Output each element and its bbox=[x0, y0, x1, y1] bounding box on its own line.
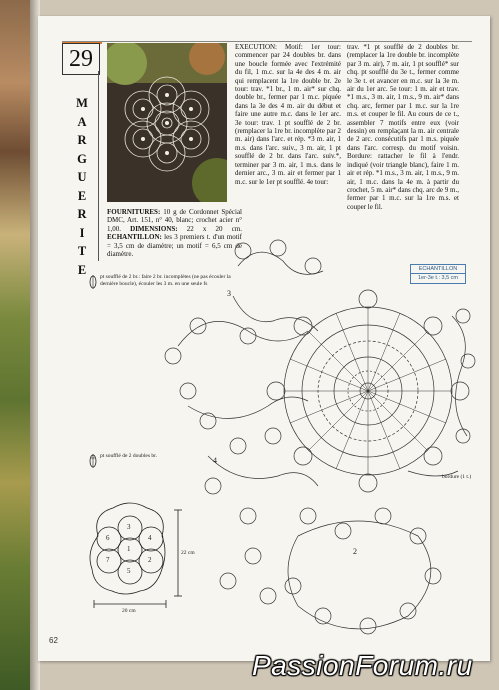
legend-puff-dbr: pt soufflé de 2 doubles br. bbox=[88, 453, 208, 469]
assembly-motif: 3 bbox=[127, 523, 131, 531]
legend-puff-br: pt soufflé de 2 br.: faire 2 br. incomplètes (ne pas écouler la dernière boucle), écouler les 3 m. en une seule fs bbox=[88, 274, 238, 290]
assembly-motif: 7 bbox=[106, 556, 110, 564]
assembly-motif: 6 bbox=[106, 534, 110, 542]
assembly-motif: 2 bbox=[148, 556, 152, 564]
motif-3-label: 3 bbox=[227, 289, 231, 298]
gauge-box-title: ECHANTILLON bbox=[411, 265, 465, 274]
border-label: bordure (1 t.) bbox=[442, 474, 472, 480]
assembly-diagram bbox=[90, 503, 182, 608]
pattern-number: 29 bbox=[62, 43, 100, 75]
height-dimension: 22 cm bbox=[181, 550, 195, 556]
execution-text-col2: trav. *1 pt soufflé de 2 doubles br. (remplacer la 1re double br. incomplète par 3 m. air), 7 m. air, 1 pt soufflé* sur chq. pt soufflé du 3e t., fermer comme le 3e t. et avancer en m.c. sur la 3e m. air du 1er arc. 5e tour: 1 m. air et trav. *1 m.s., 3 m. air, 1 m.s., 9 m. air* dans chq. arc, fermer par 1 m.c. sur la 1re m.s. et couper le fil. Au cours de ce t., assembler 7 motifs entre eux (voir dessin) en remplaçant la m. air centrale de 2 arc. consécutifs par 1 m.s. piquée dans l'arc. corresp. du motif voisin. Bordure: rattacher le fil à l'endr. indiqué (voir triangle blanc), faire 1 m. air et rép. *1 m.s., 3 m. air, 1 m.s., 9 m. air, 1 m.c. dans la 4e m. à partir du crochet, 5 m. air* dans chq. arc de 9 m., fermer par 1 m.c. sur la 1re m.s. et couper le fil. bbox=[347, 43, 459, 211]
gauge-box-value: 1er-3e t.: 3,5 cm bbox=[417, 275, 459, 281]
dimensions-label: DIMENSIONS: bbox=[130, 224, 178, 233]
motif-4-label: 4 bbox=[213, 456, 217, 465]
crochet-chart bbox=[38, 16, 490, 661]
execution-text-col1: EXECUTION: Motif: 1er tour: commencer par 24 doubles br. dans une boucle formée avec l'extrémité du fil, 1 m.c. sur la 4e des 4 m. air qui remplacent la 1re double br. 2e tour: trav. *1 br., 1 m. air* sur chq. double br., fermer par 1 m.c. piquée dans la 3e des 4 m. air du début et faire une autre m.c. dans le 1er arc. 3e tour: trav. 1 pt soufflé de 2 br. (remplacer la 1re br. incomplète par 2 m. air) dans l'arc. et rép. *3 m. air, 1 m.s. dans l'arc. suiv., 3 m. air, 1 pt soufflé de 2 br. dans l'arc. suiv.*, terminer par 3 m. air, 1 m.s. dans le dernier arc., 3 m. air et fermer par 1 m.c. sur le 1er pt soufflé. 4e tour: bbox=[235, 43, 341, 186]
gauge-text: les 3 premiers t. d'un motif = 3,5 cm de diamètre; un motif = 6,5 cm de diamètre. bbox=[107, 233, 242, 259]
materials-label: FOURNITURES: bbox=[107, 208, 161, 216]
assembly-motif: 1 bbox=[127, 545, 131, 553]
left-photo-strip bbox=[0, 0, 30, 690]
gauge-label: ECHANTILLON: bbox=[107, 233, 162, 242]
assembly-motif: 5 bbox=[127, 567, 131, 575]
motif-2-label: 2 bbox=[353, 547, 357, 556]
materials-text: 10 g de Cordonnet Spécial DMC, Art. 151, n° 40, blanc; crochet acier n° 1,00. bbox=[107, 208, 242, 233]
page-number: 62 bbox=[49, 636, 58, 645]
assembly-motif: 4 bbox=[148, 534, 152, 542]
width-dimension: 20 cm bbox=[122, 608, 136, 614]
pattern-title: M A R G U E R I T E bbox=[76, 96, 88, 277]
site-watermark: PassionForum.ru bbox=[252, 650, 473, 681]
dimensions-text: 22 x 20 cm. bbox=[186, 224, 243, 233]
book-page bbox=[38, 16, 490, 661]
